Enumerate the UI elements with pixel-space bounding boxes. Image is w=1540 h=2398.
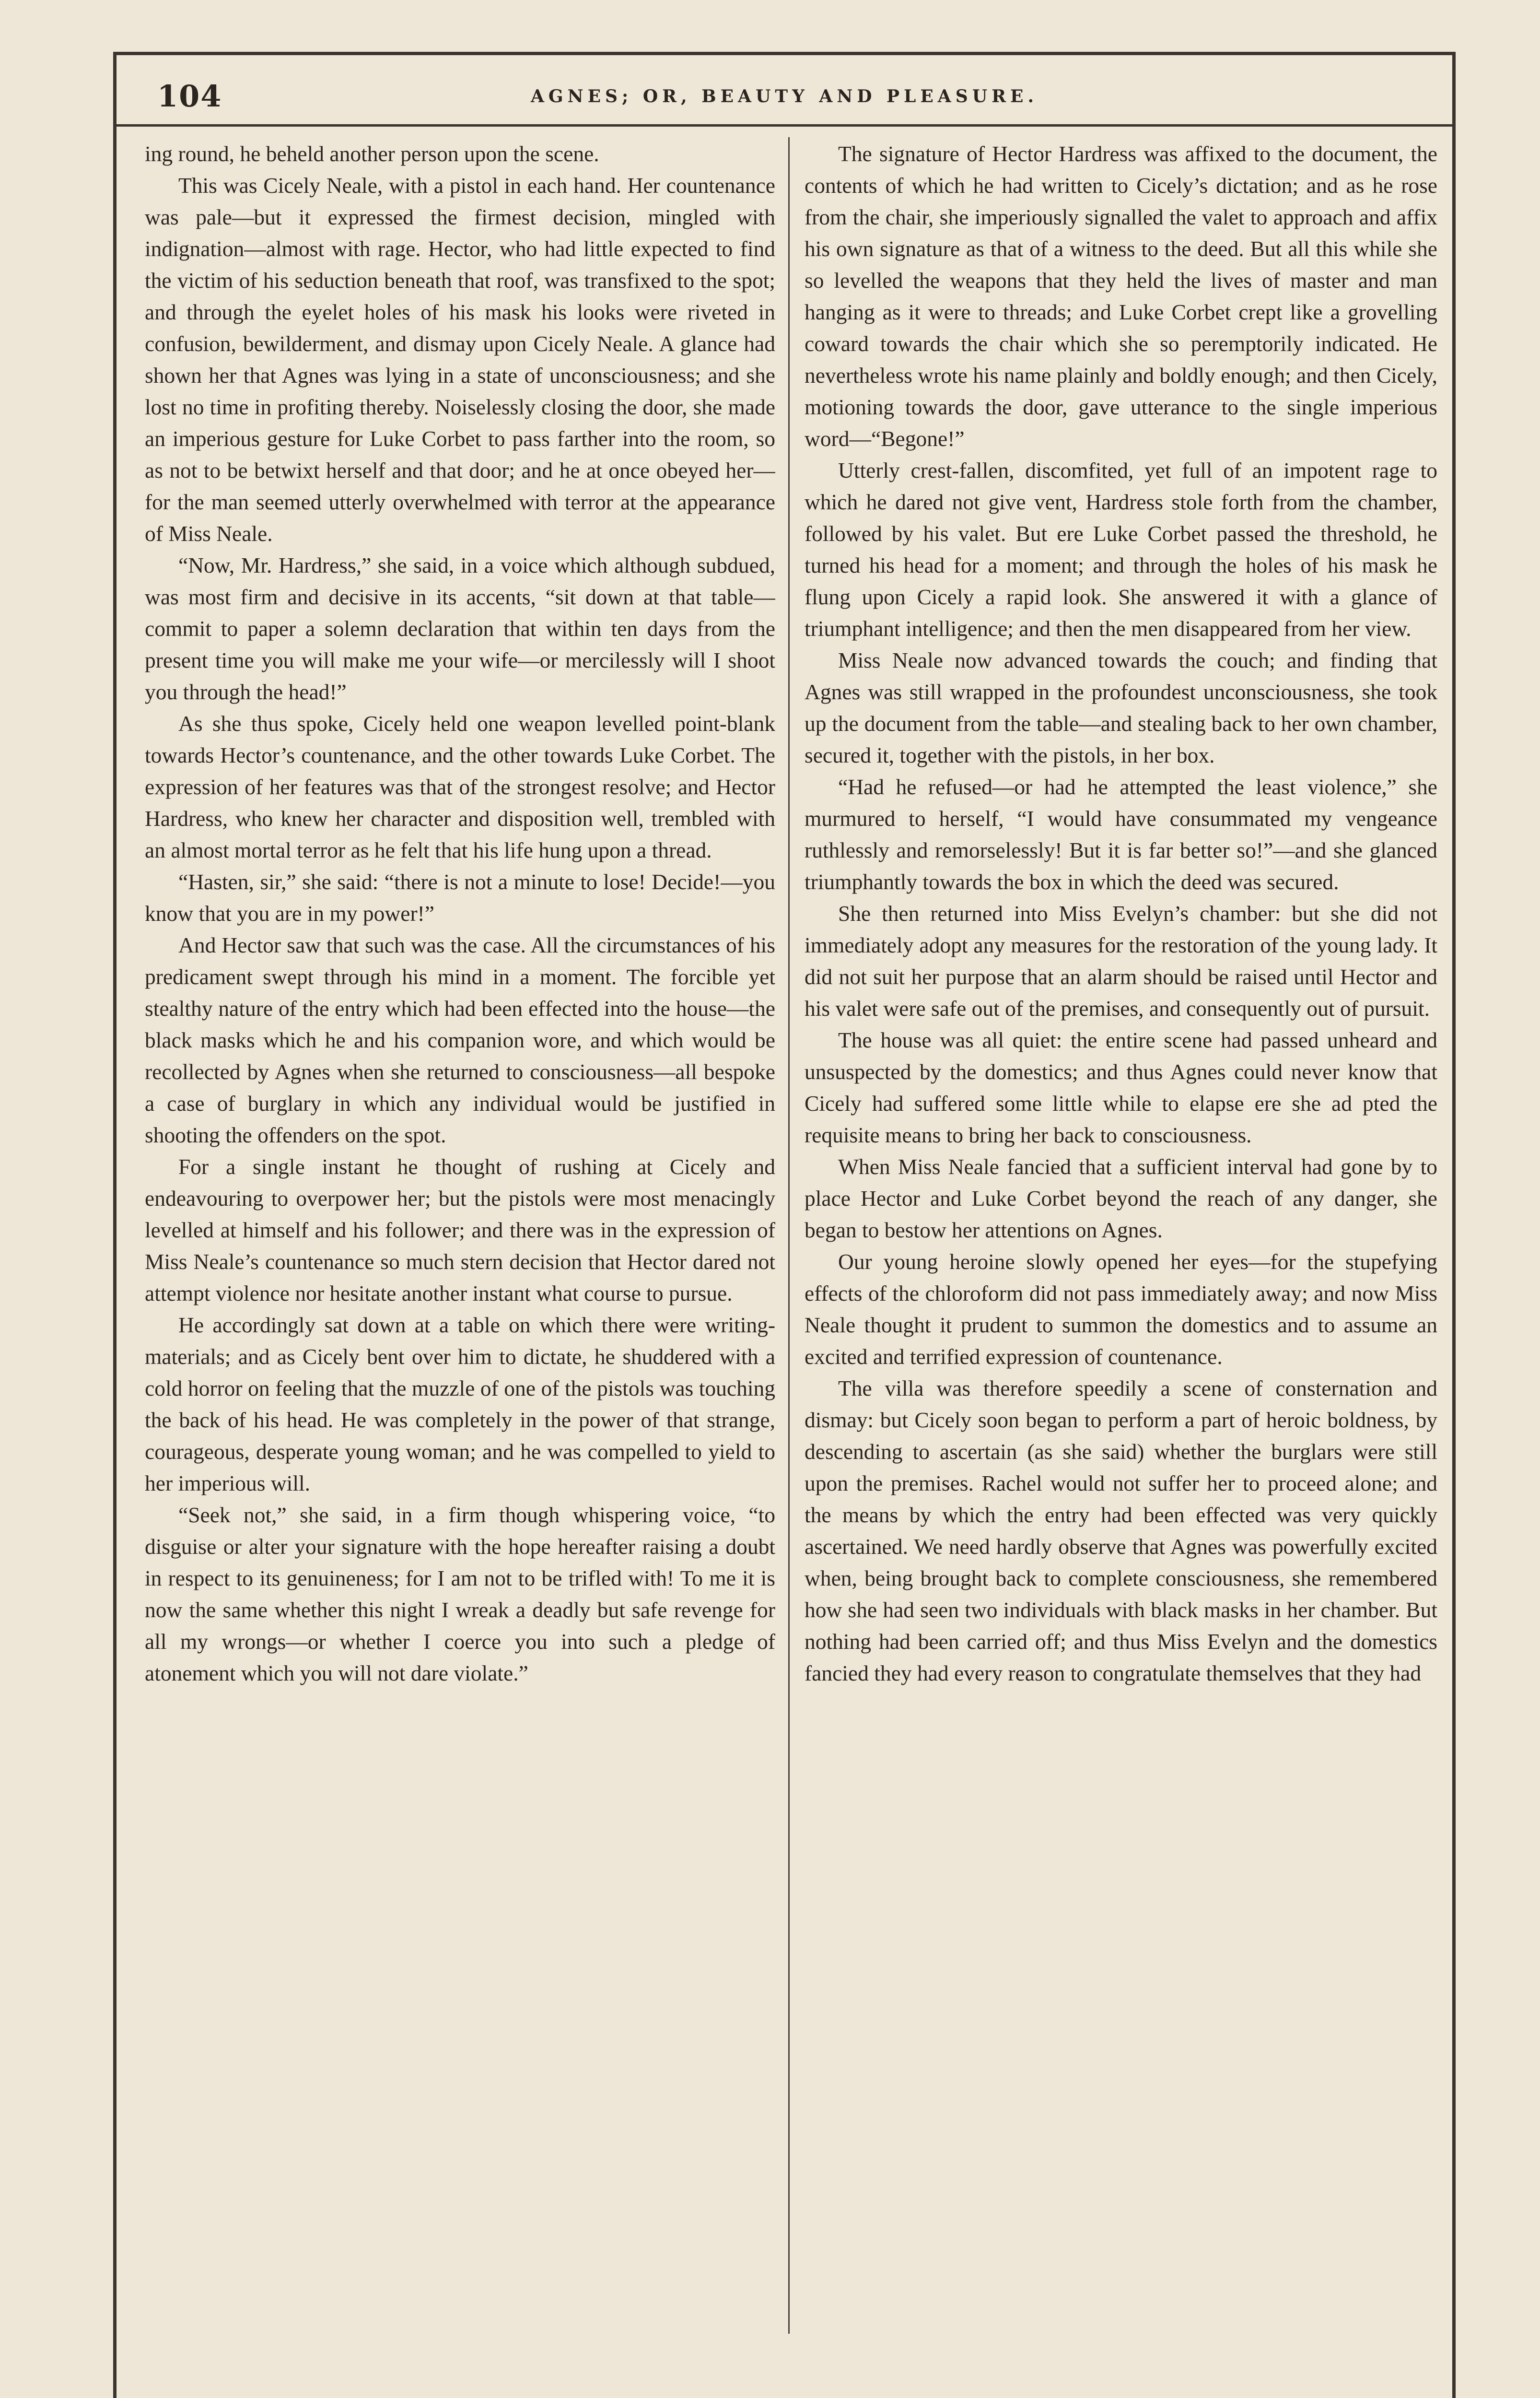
paragraph: “Hasten, sir,” she said: “there is not a minute to lose! Decide!—you know that you are in my power!” [145,870,775,926]
paragraph: ing round, he beheld another person upon the scene. [145,141,599,166]
paragraph: “Had he refused—or had he attempted the least violence,” she murmured to herself, “I would have consummated my vengeance ruthlessly and remorselessly! But it is far better so!”—and she glanced triumphantly towards the box in which the deed was secured. [805,775,1437,894]
paragraph: Our young heroine slowly opened her eyes—for the stupefying effects of the chloroform did not pass immediately away; and now Miss Neale thought it prudent to summon the domestics and to assume an excited and terrified expression of countenance. [805,1249,1437,1369]
page-number: 104 [157,79,222,114]
paragraph: The villa was therefore speedily a scene of consternation and dismay: but Cicely soon began to perform a part of heroic boldness, by descending to ascertain (as she said) whether the burglars were still upon the premises. Rachel would not suffer her to proceed alone; and the means by which the entry had been effected was very quickly ascertained. We need hardly observe that Agnes was powerfully excited when, being brought back to complete consciousness, she remembered how she had seen two individuals with black masks in her chamber. But nothing had been carried off; and thus Miss Evelyn and the domestics fancied they had every reason to congratulate themselves that they had [805,1376,1437,1685]
paragraph: He accordingly sat down at a table on which there were writing-materials; and as Cicely bent over him to dictate, he shuddered with a cold horror on feeling that the muzzle of one of the pistols was touching the back of his head. He was completely in the power of that strange, courageous, desperate young woman; and he was compelled to yield to her imperious will. [145,1313,775,1495]
paragraph: As she thus spoke, Cicely held one weapon levelled point-blank towards Hector’s countenance, and the other towards Luke Corbet. The expression of her features was that of the strongest resolve; and Hector Hardress, who knew her character and disposition well, trembled with an almost mortal terror as he felt that his life hung upon a thread. [145,711,775,862]
left-column [145,138,775,2320]
column-divider [788,137,790,2334]
right-column [805,138,1437,2320]
paragraph: “Now, Mr. Hardress,” she said, in a voice which although subdued, was most firm and decisive in its accents, “sit down at that table—commit to paper a solemn declaration that within ten days from the present time you will make me your wife—or mercilessly will I shoot you through the head!” [145,553,775,704]
page-header [113,77,1456,127]
paragraph: Miss Neale now advanced towards the couch; and finding that Agnes was still wrapped in the profoundest unconsciousness, she took up the document from the table—and stealing back to her own chamber, secured it, together with the pistols, in her box. [805,648,1437,767]
running-title: AGNES; OR, BEAUTY AND PLEASURE. [530,86,1038,106]
paragraph: The signature of Hector Hardress was affixed to the document, the contents of which he had written to Cicely’s dictation; and as he rose from the chair, she imperiously signalled the valet to approach and affix his own signature as that of a witness to the deed. But all this while she so levelled the weapons that they held the lives of master and man hanging as it were to threads; and Luke Corbet crept like a grovelling coward towards the chair which she so peremptorily indicated. He nevertheless wrote his name plainly and boldly enough; and then Cicely, motioning towards the door, gave utterance to the single imperious word—“Begone!” [805,141,1437,451]
paragraph: “Seek not,” she said, in a firm though whispering voice, “to disguise or alter your signature with the hope hereafter raising a doubt in respect to its genuineness; for I am not to be trifled with! To me it is now the same whether this night I wreak a deadly but safe revenge for all my wrongs—or whether I coerce you into such a pledge of atonement which you will not dare violate.” [145,1503,775,1685]
paragraph: She then returned into Miss Evelyn’s chamber: but she did not immediately adopt any measures for the restoration of the young lady. It did not suit her purpose that an alarm should be raised until Hector and his valet were safe out of the premises, and consequently out of pursuit. [805,901,1437,1021]
paragraph: Utterly crest-fallen, discomfited, yet full of an impotent rage to which he dared not give vent, Hardress stole forth from the chamber, followed by his valet. But ere Luke Corbet passed the threshold, he turned his head for a moment; and through the holes of his mask he flung upon Cicely a rapid look. She answered it with a glance of triumphant intelligence; and then the men disappeared from her view. [805,458,1437,641]
paragraph: This was Cicely Neale, with a pistol in each hand. Her countenance was pale—but it expressed the firmest decision, mingled with indignation—almost with rage. Hector, who had little expected to find the victim of his seduction beneath that roof, was transfixed to the spot; and through the eyelet holes of his mask his looks were riveted in confusion, bewilderment, and dismay upon Cicely Neale. A glance had shown her that Agnes was lying in a state of unconsciousness; and she lost no time in profiting thereby. Noiselessly closing the door, she made an imperious gesture for Luke Corbet to pass farther into the room, so as not to be betwixt herself and that door; and he at once obeyed her—for the man seemed utterly overwhelmed with terror at the appearance of Miss Neale. [145,173,775,546]
paragraph: The house was all quiet: the entire scene had passed unheard and unsuspected by the domestics; and thus Agnes could never know that Cicely had suffered some little while to elapse ere she ad pted the requisite means to bring her back to consciousness. [805,1028,1437,1147]
paragraph: For a single instant he thought of rushing at Cicely and endeavouring to overpower her; but the pistols were most menacingly levelled at himself and his follower; and there was in the expression of Miss Neale’s countenance so much stern decision that Hector dared not attempt violence nor hesitate another instant what course to pursue. [145,1154,775,1305]
paragraph: And Hector saw that such was the case. All the circumstances of his predicament swept through his mind in a moment. The forcible yet stealthy nature of the entry which had been effected into the house—the black masks which he and his companion wore, and which would be recollected by Agnes when she returned to consciousness—all bespoke a case of burglary in which any individual would be justified in shooting the offenders on the spot. [145,933,775,1147]
paragraph: When Miss Neale fancied that a sufficient interval had gone by to place Hector and Luke Corbet beyond the reach of any danger, she began to bestow her attentions on Agnes. [805,1154,1437,1242]
